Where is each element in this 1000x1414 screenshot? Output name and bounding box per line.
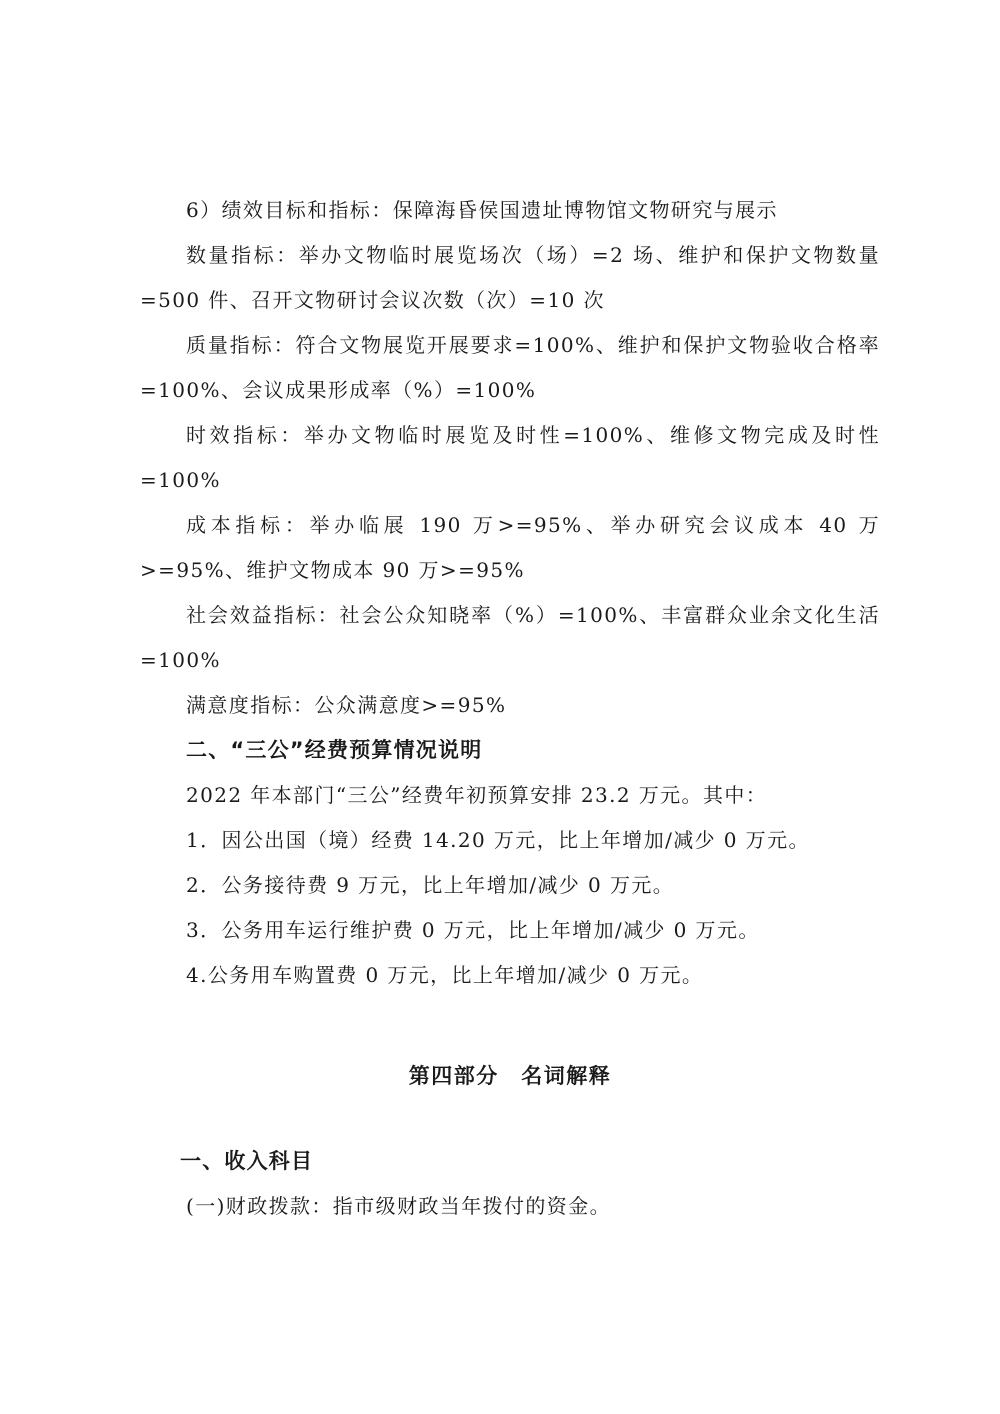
fiscal-appropriation-definition: (一)财政拨款：指市级财政当年拨付的资金。 xyxy=(186,1194,612,1218)
sangong-item-3: 3．公务用车运行维护费 0 万元，比上年增加/减少 0 万元。 xyxy=(186,918,760,942)
satisfaction-indicator: 满意度指标：公众满意度>=95% xyxy=(186,693,507,717)
performance-goal: 6）绩效目标和指标：保障海昏侯国遗址博物馆文物研究与展示 xyxy=(186,198,778,222)
quality-indicator: 质量指标：符合文物展览开展要求=100%、维护和保护文物验收合格率=100%、会议成果形成率（%）=100% xyxy=(140,333,880,402)
quantity-indicator: 数量指标：举办文物临时展览场次（场）=2 场、维护和保护文物数量=500 件、召开文物研讨会议次数（次）=10 次 xyxy=(140,243,880,312)
income-section-heading: 一、收入科目 xyxy=(180,1149,314,1173)
document-body xyxy=(140,188,880,1229)
cost-indicator: 成本指标：举办临展 190 万>=95%、举办研究会议成本 40 万>=95%、维护文物成本 90 万>=95% xyxy=(140,513,880,582)
part-four-title: 第四部分 名词解释 xyxy=(408,1064,612,1088)
social-benefit-indicator: 社会效益指标：社会公众知晓率（%）=100%、丰富群众业余文化生活=100% xyxy=(140,603,880,672)
sangong-item-1: 1．因公出国（境）经费 14.20 万元，比上年增加/减少 0 万元。 xyxy=(186,828,810,852)
sangong-heading: 二、“三公”经费预算情况说明 xyxy=(186,738,483,762)
sangong-intro: 2022 年本部门“三公”经费年初预算安排 23.2 万元。其中： xyxy=(186,783,768,807)
sangong-item-4: 4.公务用车购置费 0 万元，比上年增加/减少 0 万元。 xyxy=(186,963,704,987)
sangong-item-2: 2．公务接待费 9 万元，比上年增加/减少 0 万元。 xyxy=(186,873,675,897)
timeliness-indicator: 时效指标：举办文物临时展览及时性=100%、维修文物完成及时性=100% xyxy=(140,423,880,492)
